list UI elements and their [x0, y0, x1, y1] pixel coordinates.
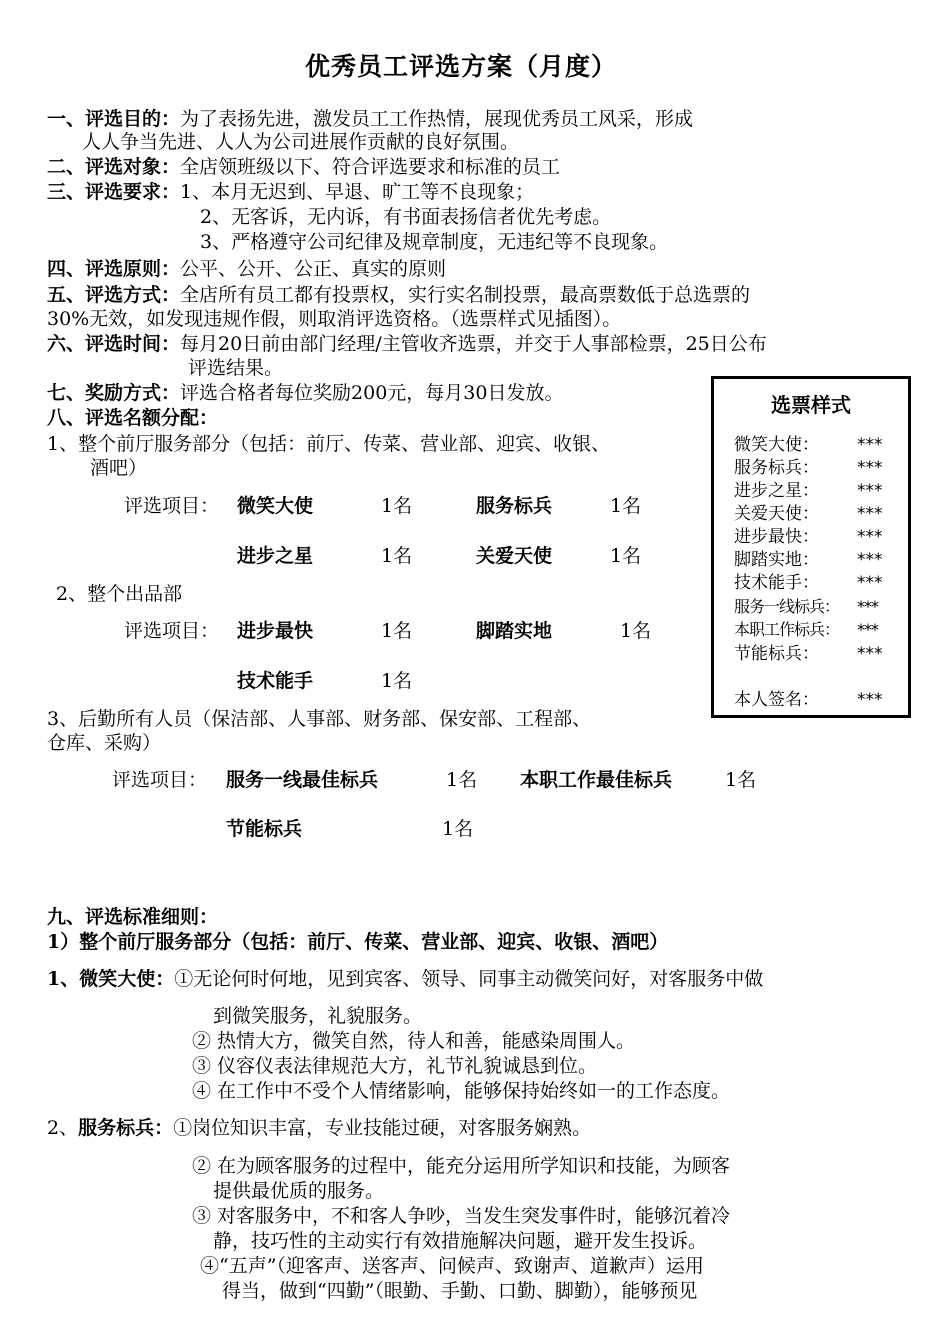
section-text: 公平、公开、公正、真实的原则: [180, 258, 447, 280]
criteria-item-cont: 得当，做到“四勤”（眼勤、手勤、口勤、脚勤），能够预见: [222, 1280, 698, 1302]
ballot-row-label: 服务标兵：: [734, 458, 819, 478]
section-text: 全店领班级以下、符合评选要求和标准的员工: [180, 156, 561, 178]
ballot-row-label: 微笑大使：: [734, 435, 819, 455]
requirement-item: 1、本月无迟到、早退、旷工等不良现象；: [180, 181, 535, 203]
section-label: 三、评选要求：: [47, 181, 181, 203]
section-text: 全店所有员工都有投票权，实行实名制投票，最高票数低于总选票的: [180, 284, 751, 306]
section-text: 每月20日前由部门经理/主管收齐选票，并交于人事部检票，25日公布: [180, 333, 767, 355]
requirement-item: 3、严格遵守公司纪律及规章制度，无违纪等不良现象。: [200, 231, 669, 253]
ballot-row-value: ***: [857, 644, 883, 664]
award-name: 本职工作最佳标兵: [520, 769, 673, 791]
criteria-label: 微笑大使：: [79, 968, 175, 990]
award-name: 脚踏实地: [476, 620, 553, 642]
criteria-item: ③ 对客服务中，不和客人争吵，当发生突发事件时，能够沉着冷: [192, 1205, 731, 1227]
criteria-item: ④“五声”（迎客声、送客声、问候声、致谢声、道歉声）运用: [200, 1255, 704, 1277]
criteria-service: [47, 1116, 591, 1140]
ballot-row-label: 进步最快：: [734, 527, 819, 547]
section-text-cont: 人人争当先进、人人为公司进展作贡献的良好氛围。: [82, 131, 520, 153]
group-kitchen: 2、整个出品部: [56, 583, 183, 605]
ballot-row-value: ***: [857, 550, 883, 570]
ballot-row-label: 关爱天使：: [734, 504, 819, 524]
award-quota: 1名: [725, 769, 757, 791]
award-name: 关爱天使: [476, 545, 553, 567]
ballot-row-value: ***: [857, 573, 883, 593]
group-front-hall: 1、整个前厅服务部分（包括：前厅、传菜、营业部、迎宾、收银、: [47, 433, 611, 455]
group-backoffice-cont: 仓库、采购）: [47, 732, 162, 754]
ballot-row-label: 技术能手：: [734, 573, 819, 593]
section-principle: [47, 257, 446, 281]
section-time: [47, 332, 767, 356]
ballot-row-label: 本人签名：: [734, 690, 819, 710]
section-requirements: [47, 180, 534, 204]
ballot-row-label: 节能标兵：: [734, 644, 819, 664]
criteria-item-cont: 提供最优质的服务。: [213, 1180, 385, 1202]
ballot-row-value: ***: [857, 690, 883, 710]
group-front-hall-cont: 酒吧）: [90, 457, 148, 479]
ballot-row-label: 进步之星：: [734, 481, 819, 501]
award-quota: 1名: [610, 545, 642, 567]
section-text: 为了表扬先进，激发员工工作热情，展现优秀员工风采，形成: [180, 108, 694, 130]
section-reward: [47, 381, 563, 405]
ballot-row-value: ***: [857, 527, 883, 547]
criteria-number: 1、: [47, 968, 80, 990]
section-text-cont: 30%无效，如发现违规作假，则取消评选资格。（选票样式见插图）。: [47, 308, 622, 330]
section-label: 四、评选原则：: [47, 258, 181, 280]
award-name: 微笑大使: [237, 495, 314, 517]
award-quota: 1名: [442, 818, 474, 840]
section-label: 五、评选方式：: [47, 284, 181, 306]
ballot-row-value: ***: [857, 481, 883, 501]
project-label: 评选项目：: [124, 620, 220, 642]
award-quota: 1名: [381, 620, 413, 642]
section-method: [47, 283, 750, 307]
section-criteria-label: 九、评选标准细则：: [47, 906, 219, 928]
award-name: 服务标兵: [476, 495, 553, 517]
award-name: 进步之星: [237, 545, 314, 567]
award-name: 服务一线最佳标兵: [226, 769, 379, 791]
section-label: 七、奖励方式：: [47, 382, 181, 404]
criteria-item: ② 在为顾客服务的过程中，能充分运用所学知识和技能，为顾客: [192, 1155, 731, 1177]
section-target: [47, 155, 560, 179]
criteria-number: 2、: [47, 1117, 79, 1139]
award-quota: 1名: [620, 620, 652, 642]
ballot-title: 选票样式: [771, 393, 851, 417]
section-purpose: [47, 107, 693, 131]
section-label: 六、评选时间：: [47, 333, 181, 355]
award-name: 技术能手: [237, 670, 314, 692]
award-name: 节能标兵: [226, 818, 303, 840]
ballot-row-value: ***: [857, 597, 878, 616]
criteria-item: ④ 在工作中不受个人情绪影响，能够保持始终如一的工作态度。: [192, 1080, 731, 1102]
section-label: 二、评选对象：: [47, 156, 181, 178]
ballot-row-value: ***: [857, 458, 883, 478]
criteria-item: ①无论何时何地，见到宾客、领导、同事主动微笑问好，对客服务中做: [174, 968, 764, 990]
award-quota: 1名: [381, 495, 413, 517]
project-label: 评选项目：: [112, 769, 208, 791]
criteria-label: 服务标兵：: [78, 1117, 174, 1139]
criteria-item-cont: 到微笑服务，礼貌服务。: [213, 1005, 423, 1027]
requirement-item: 2、无客诉，无内诉，有书面表扬信者优先考虑。: [200, 206, 612, 228]
ballot-sample-box: [711, 376, 911, 718]
criteria-item-cont: 静，技巧性的主动实行有效措施解决问题，避开发生投诉。: [213, 1230, 708, 1252]
ballot-row-value: ***: [857, 435, 883, 455]
ballot-row-value: ***: [857, 504, 883, 524]
project-label: 评选项目：: [124, 495, 220, 517]
ballot-row-label: 本职工作标兵：: [734, 620, 840, 639]
award-name: 进步最快: [237, 620, 314, 642]
criteria-item: ② 热情大方，微笑自然，待人和善，能感染周围人。: [192, 1030, 636, 1052]
award-quota: 1名: [381, 545, 413, 567]
criteria-subtitle: 1）整个前厅服务部分（包括：前厅、传菜、营业部、迎宾、收银、酒吧）: [47, 931, 669, 953]
section-text: 评选合格者每位奖励200元，每月30日发放。: [180, 382, 564, 404]
ballot-row-label: 服务一线标兵：: [734, 597, 840, 616]
ballot-row-value: ***: [857, 620, 878, 639]
criteria-smile: [47, 967, 763, 991]
award-quota: 1名: [610, 495, 642, 517]
ballot-row-label: 脚踏实地：: [734, 550, 819, 570]
group-backoffice: 3、后勤所有人员（保洁部、人事部、财务部、保安部、工程部、: [47, 708, 592, 730]
section-quota-label: 八、评选名额分配：: [47, 407, 219, 429]
page-title: 优秀员工评选方案（月度）: [305, 52, 618, 81]
section-label: 一、评选目的：: [47, 108, 181, 130]
criteria-item: ①岗位知识丰富，专业技能过硬，对客服务娴熟。: [173, 1117, 592, 1139]
award-quota: 1名: [381, 670, 413, 692]
award-quota: 1名: [446, 769, 478, 791]
section-text-cont: 评选结果。: [188, 357, 284, 379]
criteria-item: ③ 仪容仪表法律规范大方，礼节礼貌诚恳到位。: [192, 1055, 598, 1077]
